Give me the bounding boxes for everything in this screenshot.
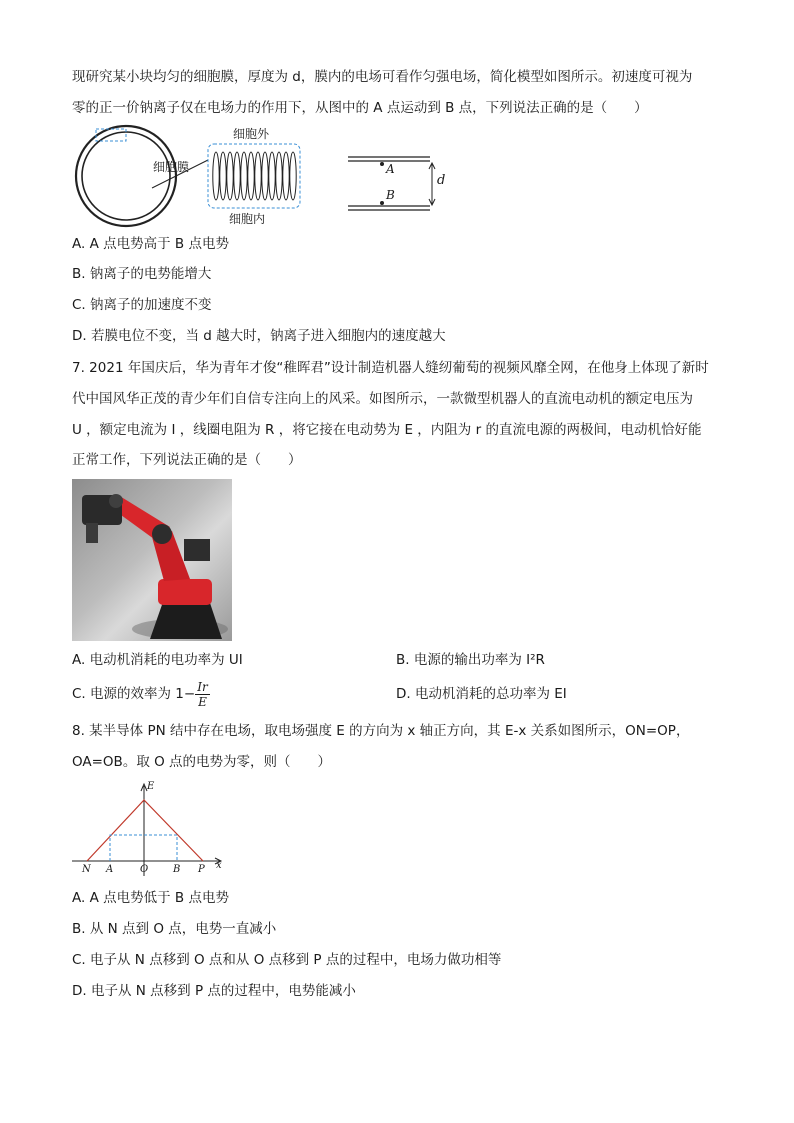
q6-stem-line-1: 现研究某小块均匀的细胞膜，厚度为 d，膜内的电场可看作匀强电场，简化模型如图所示。初速度可视为 bbox=[72, 69, 693, 85]
cell-inner-circle bbox=[82, 132, 170, 220]
membrane-lipid-pattern bbox=[213, 152, 296, 200]
label-outside: 细胞外 bbox=[233, 127, 270, 141]
e-x-graph bbox=[70, 780, 230, 880]
q7-stem-line-2: 代中国风华正茂的青少年们自信专注向上的风采。如图所示，一款微型机器人的直流电动机的额定电压为 bbox=[72, 391, 693, 407]
label-b: B bbox=[386, 188, 395, 202]
e-x-curve bbox=[87, 800, 203, 861]
robot-arm-photo bbox=[72, 479, 232, 641]
q7-option-c-fraction bbox=[195, 680, 209, 709]
graph-y-label: E bbox=[147, 781, 155, 792]
q8-option-a: A. A 点电势低于 B 点电势 bbox=[72, 890, 229, 906]
robot-arm-illustration bbox=[72, 479, 232, 641]
label-inside: 细胞内 bbox=[229, 212, 266, 226]
label-membrane: 细胞膜 bbox=[153, 160, 190, 174]
fraction-numerator: Ir bbox=[197, 679, 208, 694]
q7-stem-line-1: 7. 2021 年国庆后，华为青年才俊“稚晖君”设计制造机器人缝纫葡萄的视频风靡全网，在他身上体现了新时 bbox=[72, 360, 709, 376]
point-a bbox=[380, 162, 384, 166]
q6-option-b: B. 钠离子的电势能增大 bbox=[72, 266, 212, 282]
point-b bbox=[380, 201, 384, 205]
tick-n: N bbox=[82, 864, 91, 875]
label-a: A bbox=[386, 162, 395, 176]
label-d: d bbox=[437, 173, 446, 188]
q6-stem-line-2: 零的正一价钠离子仅在电场力的作用下，从图中的 A 点运动到 B 点，下列说法正确的是（ ） bbox=[72, 100, 648, 116]
graph-x-label: x bbox=[216, 860, 222, 871]
fraction-denominator: E bbox=[198, 694, 207, 709]
tick-a: A bbox=[106, 864, 114, 875]
q6-option-a: A. A 点电势高于 B 点电势 bbox=[72, 236, 229, 252]
q7-option-d: D. 电动机消耗的总功率为 EI bbox=[396, 686, 567, 702]
q8-option-d: D. 电子从 N 点移到 P 点的过程中，电势能减小 bbox=[72, 983, 356, 999]
q8-stem-line-1: 8. 某半导体 PN 结中存在电场，取电场强度 E 的方向为 x 轴正方向，其 E-x 关系如图所示，ON=OP， bbox=[72, 723, 690, 739]
q6-option-c: C. 钠离子的加速度不变 bbox=[72, 297, 212, 313]
q7-option-a: A. 电动机消耗的电功率为 UI bbox=[72, 652, 243, 668]
q7-stem-line-3: U ，额定电流为 I ，线圈电阻为 R ，将它接在电动势为 E ，内阻为 r 的直流电源的两极间，电动机恰好能 bbox=[72, 422, 702, 438]
q7-option-b: B. 电源的输出功率为 I²R bbox=[396, 652, 545, 668]
q6-option-d: D. 若膜电位不变，当 d 越大时，钠离子进入细胞内的速度越大 bbox=[72, 328, 446, 344]
q7-option-c-text: C. 电源的效率为 1− bbox=[72, 686, 196, 702]
q7-option-c bbox=[72, 676, 210, 712]
q8-stem-line-2: OA=OB。取 O 点的电势为零，则（ ） bbox=[72, 754, 332, 770]
q7-stem-line-4: 正常工作，下列说法正确的是（ ） bbox=[72, 452, 302, 468]
tick-o: O bbox=[140, 864, 149, 875]
tick-p: P bbox=[198, 864, 205, 875]
q8-option-b: B. 从 N 点到 O 点，电势一直减小 bbox=[72, 921, 277, 937]
q8-option-c: C. 电子从 N 点移到 O 点和从 O 点移到 P 点的过程中，电场力做功相等 bbox=[72, 952, 502, 968]
tick-b: B bbox=[173, 864, 181, 875]
